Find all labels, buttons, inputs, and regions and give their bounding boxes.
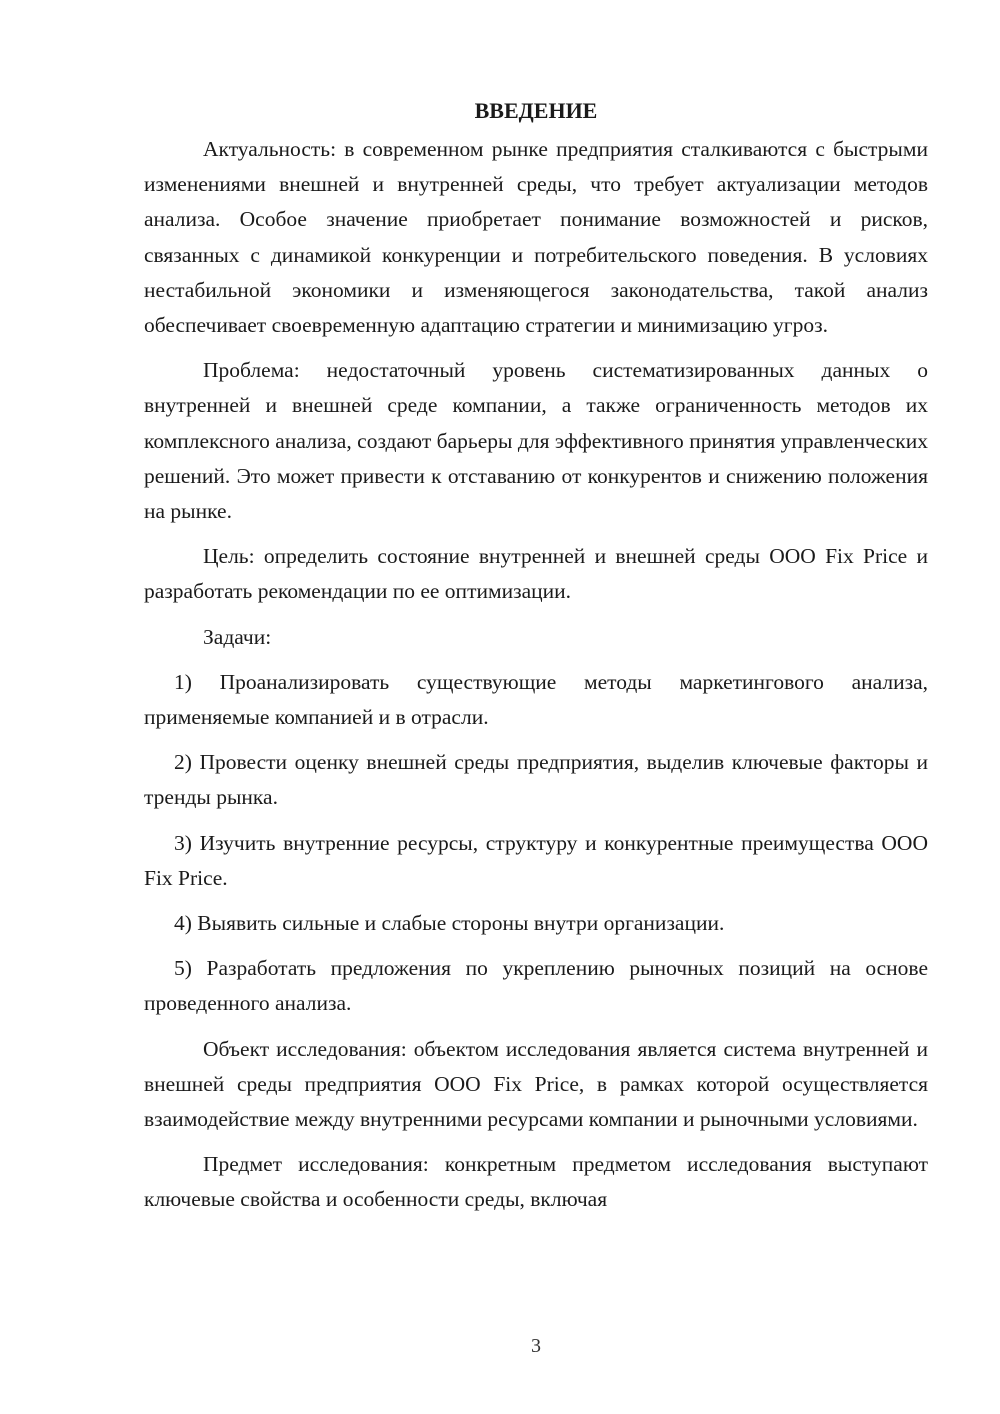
- task-item-3: 3) Изучить внутренние ресурсы, структуру и конкурентные преимущества ООО Fix Price.: [144, 830, 928, 890]
- page-number: 3: [531, 1335, 541, 1357]
- paragraph-problem: Проблема: недостаточный уровень систематизированных данных о внутренней и внешней среде компании, а также ограниченность методов их комплексного анализа, создают барьеры для эффективного принятия управленческих решений. Это может привести к отставанию от конкурентов и снижению положения на рынке.: [144, 358, 928, 524]
- task-item-5: 5) Разработать предложения по укреплению рыночных позиций на основе проведенного анализа.: [144, 956, 928, 1016]
- paragraph-relevance: Актуальность: в современном рынке предприятия сталкиваются с быстрыми изменениями внешней и внутренней среды, что требует актуализации методов анализа. Особое значение приобретает понимание возможностей и рисков, связанных с динамикой конкуренции и потребительского поведения. В условиях нестабильной экономики и изменяющегося законодательства, такой анализ обеспечивает своевременную адаптацию стратегии и минимизацию угроз.: [144, 137, 928, 338]
- page-content: [144, 96, 928, 1228]
- section-title: ВВЕДЕНИЕ: [474, 98, 598, 123]
- paragraph-subject: Предмет исследования: конкретным предметом исследования выступают ключевые свойства и особенности среды, включая: [144, 1152, 928, 1212]
- paragraph-object: Объект исследования: объектом исследования является система внутренней и внешней среды предприятия ООО Fix Price, в рамках которой осуществляется взаимодействие между внутренними ресурсами компании и рыночными условиями.: [144, 1036, 928, 1132]
- task-item-4: 4) Выявить сильные и слабые стороны внутри организации.: [174, 911, 725, 936]
- paragraph-goal: Цель: определить состояние внутренней и внешней среды ООО Fix Price и разработать рекомендации по ее оптимизации.: [144, 544, 928, 604]
- tasks-heading: Задачи:: [203, 624, 272, 649]
- task-item-1: 1) Проанализировать существующие методы маркетингового анализа, применяемые компанией и в отрасли.: [144, 669, 928, 730]
- task-item-2: 2) Провести оценку внешней среды предприятия, выделив ключевые факторы и тренды рынка.: [144, 750, 928, 810]
